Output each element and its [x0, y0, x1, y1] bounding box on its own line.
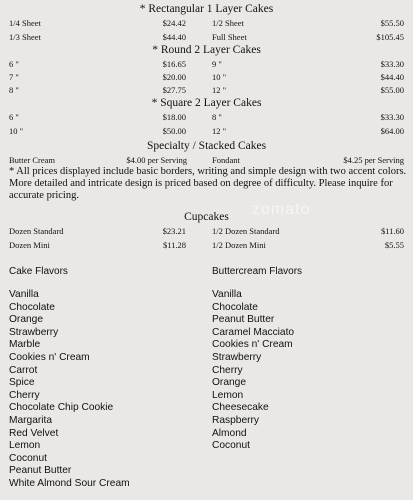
price-row-value: $4.00 per Serving: [126, 155, 187, 165]
buttercream-flavor-item: Almond: [212, 427, 247, 439]
price-row-value: $33.30: [380, 112, 404, 122]
price-row: [9, 32, 186, 46]
cake-flavors-list: [9, 289, 130, 491]
price-row-value: $44.40: [380, 72, 404, 83]
cake-flavor-item: Vanilla: [9, 289, 39, 300]
cake-flavor-item: Marble: [9, 339, 41, 351]
cake-flavor-item: Peanut Butter: [9, 465, 72, 477]
price-row-label: 10 ": [212, 72, 227, 83]
buttercream-flavors-list: [212, 289, 294, 453]
cake-flavor-item: Spice: [9, 377, 35, 389]
price-row: [212, 226, 404, 240]
price-row: [9, 72, 186, 85]
buttercream-flavor-item: Strawberry: [212, 351, 262, 363]
price-row-label: 8 ": [212, 112, 222, 122]
buttercream-flavor-item: Coconut: [212, 440, 250, 452]
buttercream-flavor-item: Raspberry: [212, 414, 259, 426]
section-title-square: * Square 2 Layer Cakes: [151, 97, 262, 109]
buttercream-flavor-item: Cookies n' Cream: [212, 339, 293, 351]
cake-flavor-item: Strawberry: [9, 326, 59, 338]
cake-flavor-item: Red Velvet: [9, 427, 59, 439]
price-row-label: 1/4 Sheet: [9, 18, 41, 28]
cake-flavor-item: Cookies n' Cream: [9, 351, 90, 363]
cake-flavor-item: Chocolate Chip Cookie: [9, 402, 114, 414]
price-row: [212, 32, 404, 46]
price-row-value: $5.55: [384, 239, 404, 250]
cake-flavor-item: Cherry: [9, 389, 40, 401]
section-title-specialty: Specialty / Stacked Cakes: [146, 140, 267, 152]
price-row-value: $11.60: [380, 226, 404, 236]
zomato-watermark: zomato: [252, 201, 311, 218]
cake-flavor-item: Orange: [9, 314, 43, 326]
price-row: [9, 240, 186, 254]
section-title-round: * Round 2 Layer Cakes: [152, 44, 261, 56]
price-row-label: 12 ": [212, 85, 227, 96]
buttercream-flavors-heading: Buttercream Flavors: [212, 266, 303, 277]
buttercream-flavor-item: Caramel Macciato: [212, 326, 295, 338]
price-row-value: $23.21: [162, 226, 186, 236]
price-row-label: 1/3 Sheet: [9, 31, 41, 42]
price-row: [212, 126, 404, 140]
buttercream-flavor-item: Vanilla: [212, 289, 242, 300]
price-row-label: Full Sheet: [212, 31, 247, 42]
price-row-label: 7 ": [9, 72, 19, 83]
buttercream-flavor-item: Peanut Butter: [212, 314, 275, 326]
buttercream-flavor-item: Chocolate: [212, 301, 258, 313]
price-row-label: 1/2 Dozen Mini: [212, 239, 266, 250]
buttercream-flavor-item: Cherry: [212, 364, 243, 376]
price-row-label: Butter Cream: [9, 155, 56, 165]
price-row-label: 9 ": [212, 59, 222, 69]
price-row: [212, 112, 404, 126]
price-row-value: $4.25 per Serving: [343, 155, 404, 165]
price-row: [9, 226, 186, 240]
price-row-value: $64.00: [380, 125, 404, 136]
price-row: [9, 112, 186, 126]
price-row-value: $24.42: [162, 18, 186, 28]
price-row-label: 10 ": [9, 125, 24, 136]
price-row-value: $55.50: [380, 18, 404, 28]
cake-flavor-item: White Almond Sour Cream: [9, 477, 130, 489]
buttercream-flavor-item: Orange: [212, 377, 246, 389]
price-row-label: 12 ": [212, 125, 227, 136]
price-row: [9, 126, 186, 140]
price-row-label: Fondant: [212, 155, 240, 165]
price-row-value: $16.65: [162, 59, 186, 69]
price-row-value: $55.00: [380, 85, 404, 96]
price-row-label: Dozen Standard: [9, 226, 64, 236]
price-row-value: $20.00: [162, 72, 186, 83]
price-row: [212, 59, 404, 72]
price-row-label: 8 ": [9, 85, 19, 96]
price-row-value: $27.75: [162, 85, 186, 96]
price-row-value: $33.30: [380, 59, 404, 69]
cake-flavor-item: Margarita: [9, 414, 53, 426]
price-row-label: 6 ": [9, 112, 19, 122]
price-row-value: $44.40: [162, 31, 186, 42]
price-row: [212, 18, 404, 32]
price-row-label: Dozen Mini: [9, 239, 50, 250]
price-row-value: $11.28: [162, 239, 186, 250]
buttercream-flavor-item: Lemon: [212, 389, 244, 401]
price-row-value: $18.00: [162, 112, 186, 122]
cake-flavor-item: Carrot: [9, 364, 38, 376]
pricing-note: * All prices displayed include basic borders, writing and simple design with two accent colors. More detailed and intricate design is priced based on degree of difficulty. Please inquire for accurate pricing.: [9, 166, 407, 202]
price-row-value: $105.45: [376, 31, 404, 42]
section-title-cupcakes: Cupcakes: [184, 211, 229, 223]
price-row: [212, 72, 404, 85]
price-row: [9, 18, 186, 32]
cake-flavor-item: Coconut: [9, 452, 47, 464]
price-row-label: 1/2 Dozen Standard: [212, 226, 280, 236]
cake-flavor-item: Lemon: [9, 440, 41, 452]
buttercream-flavor-item: Cheesecake: [212, 402, 269, 414]
section-title-rectangular: * Rectangular 1 Layer Cakes: [139, 3, 274, 15]
cake-flavors-heading: Cake Flavors: [9, 266, 68, 277]
cake-flavor-item: Chocolate: [9, 301, 55, 313]
price-row-label: 1/2 Sheet: [212, 18, 244, 28]
price-row: [9, 59, 186, 72]
price-row: [212, 240, 404, 254]
price-row-label: 6 ": [9, 59, 19, 69]
price-row-value: $50.00: [162, 125, 186, 136]
